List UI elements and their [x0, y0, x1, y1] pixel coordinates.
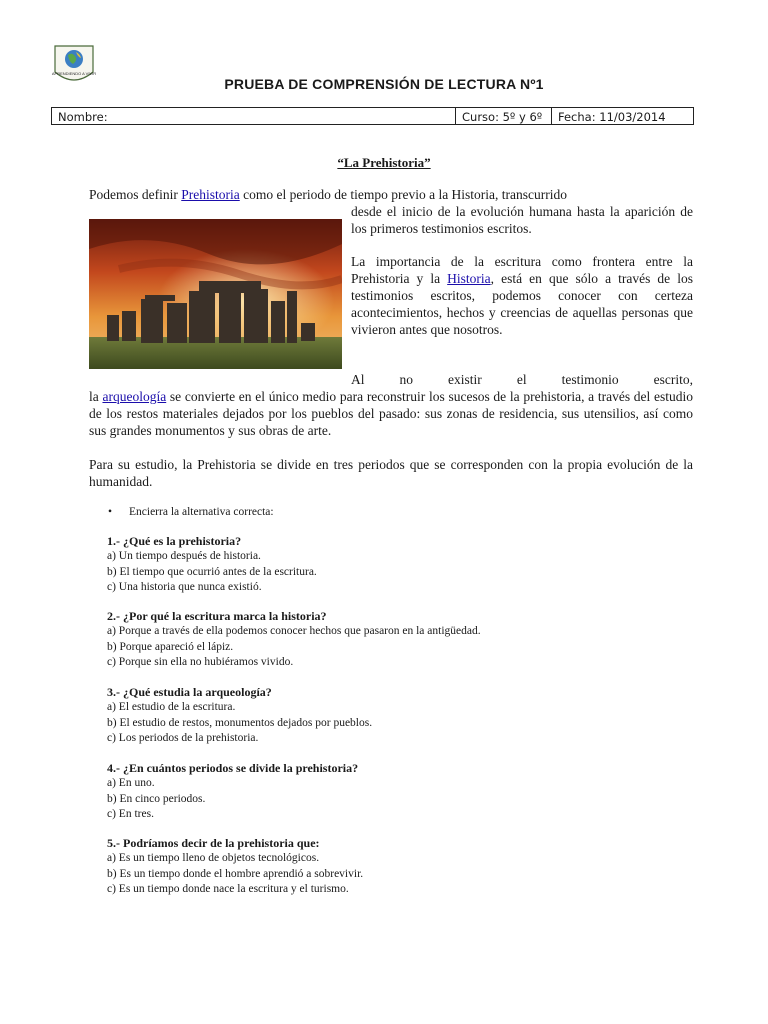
- option-c[interactable]: c) Los periodos de la prehistoria.: [107, 731, 259, 744]
- question-3: [107, 685, 372, 746]
- paragraph-text: La importancia de la escritura como frontera entre la Prehistoria y la: [351, 254, 693, 286]
- question-5: [107, 836, 363, 897]
- paragraph-1-continuation: desde el inicio de la evolución humana hasta la aparición de los primeros testimonios escritos.: [351, 204, 693, 236]
- link-historia[interactable]: Historia: [447, 271, 491, 286]
- option-b[interactable]: b) Es un tiempo donde el hombre aprendió a sobrevivir.: [107, 867, 364, 880]
- logo-text: APRENDIENDO A VIVIR: [51, 71, 97, 76]
- question-text: 2.- ¿Por qué la escritura marca la historia?: [107, 609, 327, 623]
- stonehenge-photo: [89, 219, 342, 369]
- option-b[interactable]: b) En cinco periodos.: [107, 792, 206, 805]
- option-b[interactable]: b) Porque apareció el lápiz.: [107, 640, 234, 653]
- option-c[interactable]: c) En tres.: [107, 807, 154, 820]
- paragraph-text: se convierte en el único medio para reconstruir los sucesos de la prehistoria, a través del estudio de los restos materiales dejados por los pueblos del pasado: sus zonas de residencia, sus utensilios, así como sus grandes monumentos y sus obras de arte.: [89, 389, 694, 438]
- question-text: 3.- ¿Qué estudia la arqueología?: [107, 685, 272, 699]
- option-c[interactable]: c) Una historia que nunca existió.: [107, 580, 262, 593]
- paragraph-4: Para su estudio, la Prehistoria se divide en tres periodos que se corresponden con la propia evolución de la humanidad.: [89, 457, 693, 489]
- link-arqueologia[interactable]: arqueología: [102, 389, 167, 404]
- paragraph-3: [89, 388, 693, 439]
- option-b[interactable]: b) El estudio de restos, monumentos dejados por pueblos.: [107, 716, 373, 729]
- course-field: Curso: 5º y 6º: [456, 108, 552, 124]
- date-field: Fecha: 11/03/2014: [558, 110, 666, 124]
- paragraph-1-line-1: [89, 186, 693, 203]
- reading-title: “La Prehistoria”: [337, 155, 431, 170]
- paragraph-3-start: Al no existir el testimonio escrito,: [351, 372, 693, 387]
- option-a[interactable]: a) En uno.: [107, 777, 155, 790]
- question-text: 5.- Podríamos decir de la prehistoria que:: [107, 836, 320, 850]
- option-b[interactable]: b) El tiempo que ocurrió antes de la escritura.: [107, 565, 317, 578]
- paragraph-text: como el periodo de tiempo previo a la Historia, transcurrido: [239, 187, 568, 202]
- bullet-icon: •: [108, 506, 113, 518]
- option-a[interactable]: a) El estudio de la escritura.: [107, 701, 236, 714]
- paragraph-2: [351, 253, 693, 338]
- option-a[interactable]: a) Porque a través de ella podemos conocer hechos que pasaron en la antigüedad.: [107, 625, 481, 638]
- option-c[interactable]: c) Porque sin ella no hubiéramos vivido.: [107, 655, 294, 668]
- option-a[interactable]: a) Un tiempo después de historia.: [107, 550, 261, 563]
- paragraph-text: la: [89, 389, 103, 404]
- paragraph-text: Podemos definir: [89, 187, 182, 202]
- student-info-table: [51, 107, 694, 125]
- link-prehistoria[interactable]: Prehistoria: [181, 187, 240, 202]
- name-field[interactable]: Nombre:: [52, 108, 456, 124]
- question-1: [107, 534, 317, 595]
- page-title: PRUEBA DE COMPRENSIÓN DE LECTURA Nº1: [224, 76, 544, 92]
- question-text: 4.- ¿En cuántos periodos se divide la prehistoria?: [107, 761, 359, 775]
- question-2: [107, 609, 481, 670]
- question-4: [107, 761, 358, 822]
- question-text: 1.- ¿Qué es la prehistoria?: [107, 534, 242, 548]
- paragraph-text: , está en que sólo a través de los testimonios escritos, podemos conocer con certeza acontecimientos, hechos y creencias de aquellas personas que vivieron antes que nosotros.: [351, 271, 693, 337]
- instruction-text: Encierra la alternativa correcta:: [129, 506, 274, 518]
- option-c[interactable]: c) Es un tiempo donde nace la escritura y el turismo.: [107, 882, 349, 895]
- option-a[interactable]: a) Es un tiempo lleno de objetos tecnológicos.: [107, 852, 320, 865]
